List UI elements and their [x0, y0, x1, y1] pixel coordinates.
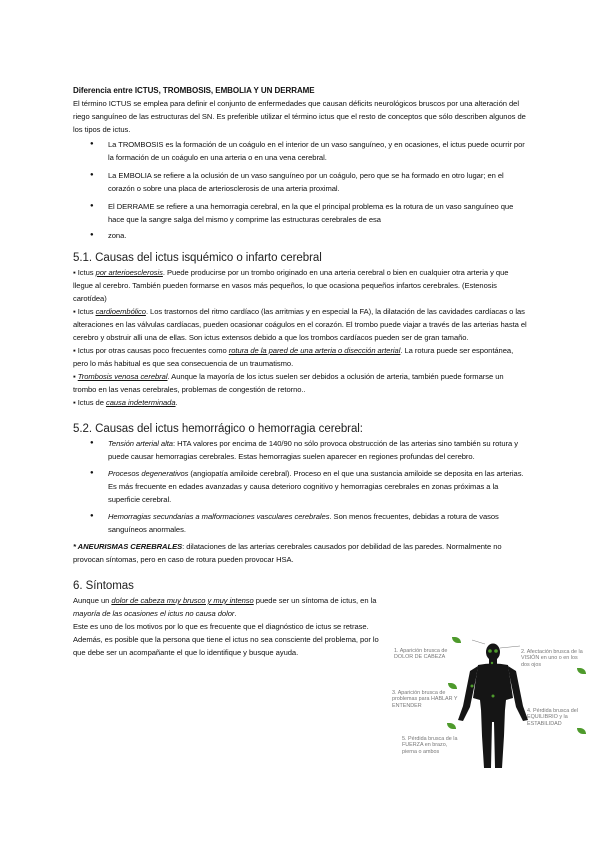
- section-6-title: 6. Síntomas: [73, 580, 134, 592]
- figure-label-strength: 5. Pérdida brusca de la FUERZA en brazo, pierna o ambos: [402, 736, 458, 755]
- symptoms-text: [73, 594, 383, 659]
- document-page: [73, 84, 528, 659]
- figure-label-balance: 4. Pérdida brusca del EQUILIBRIO y la ESTABILIDAD: [527, 708, 578, 727]
- hemorrhage-cause: ● Procesos degenerativos (angiopatía amiloide cerebral). Proceso en el que una sustancia amiloide se deposita en las arterias. Es más frecuente en edades avanzadas y causa deterioro cognitivo y hemorragias cerebrales en zonas próximas a la superficie cerebral.: [73, 467, 528, 506]
- section-52-list: [73, 437, 528, 536]
- main-title: Diferencia entre ICTUS, TROMBOSIS, EMBOLIA Y UN DERRAME: [73, 86, 315, 95]
- definition-trombosis: ● La TROMBOSIS es la formación de un coágulo en el interior de un vaso sanguíneo, y en ocasiones, el ictus puede ocurrir por la formación de un coágulo en una arteria o en una vena cerebral.: [73, 138, 528, 164]
- cause-link[interactable]: cardioembólico: [95, 307, 146, 316]
- aneurysm-note: * ANEURISMAS CEREBRALES: dilataciones de las arterias cerebrales causados por debilidad de las paredes. Normalmente no provocan síntomas, pero en caso de rotura pueden provocar HSA.: [73, 542, 502, 564]
- definition-derrame: ● El DERRAME se refiere a una hemorragia cerebral, en la que el principal problema es la rotura de un vaso sanguíneo que hace que la sangre salga del mismo y comprime las estructuras cerebrales de esa: [73, 200, 528, 226]
- hemorrhage-cause: ● Tensión arterial alta: HTA valores por encima de 140/90 no sólo provoca obstrucción de las arterias sino también su rotura y puede causar hemorragias cerebrales. Estas hemorragias suelen aparecer en regiones profundas del cerebro.: [73, 437, 528, 463]
- symptoms-figure: [392, 636, 590, 772]
- intro-paragraph: El término ICTUS se emplea para definir el conjunto de enfermedades que causan déficits neurológicos bruscos por una alteración del riego sanguíneo de las estructuras del SN. Es preferible utilizar el término ictus que el resto de conceptos que sólo describen algunos de los tipos de ictus.: [73, 99, 526, 134]
- cause-item: ▪ Ictus por otras causas poco frecuentes como rotura de la pared de una arteria o disección arterial. La rotura puede ser espontánea, pero lo más habitual es que sea consecuencia de un traumatismo.: [73, 346, 514, 368]
- section-52-title: 5.2. Causas del ictus hemorrágico o hemorragia cerebral:: [73, 423, 363, 435]
- figure-label-speech: 3. Aparición brusca de problemas para HABLAR Y ENTENDER: [392, 690, 458, 709]
- symptoms-paragraph-2: Este es uno de los motivos por lo que es frecuente que el diagnóstico de ictus se retrase. Además, es posible que la persona que tiene el ictus no sea consciente del problema, por lo que debe ser un acompañante el que lo identifique y busque ayuda.: [73, 622, 379, 657]
- cause-link[interactable]: Trombosis venosa cerebral: [77, 372, 168, 381]
- figure-label-vision: 2. Afectación brusca de la VISIÓN en uno o en los dos ojos: [521, 649, 583, 668]
- cause-item: ▪ Ictus cardioembólico. Los trastornos del ritmo cardíaco (las arritmias y en especial la FA), la dilatación de las cavidades cardíacas o las alteraciones en las válvulas cardíacas, pueden ocasionar coágulos en el corazón. El trombo puede viajar a través de las arterias hasta el cerebro y obstruir alli una de ellas. Son ictus extensos debido a que los trombos cardíacos pueden ser de gran tamaño.: [73, 307, 527, 342]
- section-51-list: [73, 266, 528, 409]
- cause-link[interactable]: por arterioesclerosis: [95, 268, 163, 277]
- definition-derrame-end: ● zona.: [73, 229, 528, 242]
- cause-item: ▪ Ictus por arterioesclerosis. Puede producirse por un trombo originado en una arteria cerebral o bien en cualquier otra arteria y que llegue al cerebro. También pueden formarse en vasos más pequeños, lo que ocasiona pequeños infartos cerebrales. (Estenosis carotídea): [73, 268, 509, 303]
- hemorrhage-cause: ● Hemorragias secundarias a malformaciones vasculares cerebrales. Son menos frecuentes, debidas a rotura de vasos sanguíneos anormales.: [73, 510, 528, 536]
- cause-link[interactable]: causa indeterminada: [105, 398, 176, 407]
- definitions-list: [73, 138, 528, 242]
- section-51-title: 5.1. Causas del ictus isquémico o infarto cerebral: [73, 252, 322, 264]
- definition-embolia: ● La EMBOLIA se refiere a la oclusión de un vaso sanguíneo por un coágulo, pero que se ha formado en otro lugar; en el corazón o sobre una placa de arteriosclerosis de una arteria proximal.: [73, 169, 528, 195]
- headache-link[interactable]: dolor de cabeza muy brusco y muy intenso: [111, 596, 254, 605]
- cause-item: ▪ Trombosis venosa cerebral. Aunque la mayoría de los ictus suelen ser debidos a oclusión de arteria, también puede formarse un trombo en las venas cerebrales, problemas de congestión de retorno..: [73, 372, 504, 394]
- symptoms-paragraph-1: Aunque un dolor de cabeza muy brusco y muy intenso puede ser un síntoma de ictus, en la mayoría de las ocasiones el ictus no causa dolor.: [73, 596, 377, 618]
- cause-link[interactable]: rotura de la pared de una arteria o disección arterial: [228, 346, 401, 355]
- cause-item: ▪ Ictus de causa indeterminada.: [73, 398, 178, 407]
- figure-label-headache: 1. Aparición brusca de DOLOR DE CABEZA: [394, 648, 448, 661]
